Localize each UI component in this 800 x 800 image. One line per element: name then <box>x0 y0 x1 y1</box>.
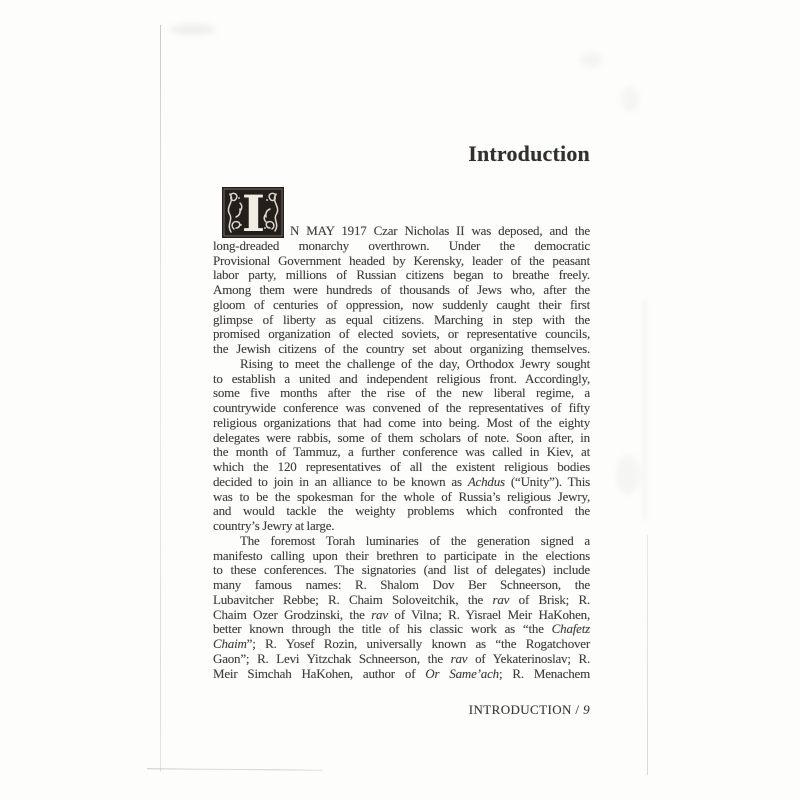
drop-cap-letter: I <box>241 187 266 238</box>
text-line: glimpse of liberty as equal citizens. Marching in step with the <box>213 311 590 327</box>
text-line: better known through the title of his classic work as “the Chafetz <box>213 621 590 637</box>
running-footer <box>213 702 590 718</box>
text-line: promised organization of elected soviets, or representative councils, <box>213 326 590 342</box>
page-title: Introduction <box>468 141 590 166</box>
text-line: many famous names: R. Shalom Dov Ber Schneerson, the <box>213 577 590 592</box>
text-line: to establish a united and independent religious front. Accordingly, <box>213 370 590 386</box>
text-line: religious organizations that had come into being. Most of the eighty <box>213 414 590 430</box>
text-line: Rising to meet the challenge of the day, Orthodox Jewry sought <box>240 355 590 371</box>
scan-smudge <box>170 24 216 35</box>
text-line: long-dreaded monarchy overthrown. Under the democratic <box>213 237 590 253</box>
body-text <box>213 224 590 681</box>
text-line: which the 120 representatives of all the existent religious bodies <box>213 459 590 474</box>
text-line: delegates were rabbis, some of them scholars of note. Soon after, in <box>213 429 590 445</box>
text-line: some five months after the rise of the new liberal regime, a <box>213 385 590 401</box>
scan-smudge <box>580 52 602 68</box>
scan-edge-right-smudge <box>643 300 646 520</box>
text-line: labor party, millions of Russian citizens began to breathe freely. <box>213 267 590 283</box>
text-line: to these conferences. The signatories (and list of delegates) include <box>213 562 590 578</box>
text-line: the month of Tammuz, a further conference was called in Kiev, at <box>213 444 590 460</box>
text-line: decided to join in an alliance to be known as Achdus (“Unity”). This <box>213 473 590 489</box>
footer-page-number: 9 <box>583 702 590 717</box>
scan-edge-bottom-line <box>147 768 323 771</box>
text-line: The foremost Torah luminaries of the generation signed a <box>240 532 590 548</box>
text-line: Gaon”; R. Levi Yitzchak Schneerson, the rav of Yekaterinoslav; R. <box>213 650 591 666</box>
text-line: Meir Simchah HaKohen, author of Or Same’ach; R. Menachem <box>213 665 590 681</box>
text-line: gloom of centuries of oppression, now suddenly caught their first <box>213 296 590 312</box>
text-line: the Jewish citizens of the country set about organizing themselves. <box>213 341 590 356</box>
scan-smudge <box>621 86 639 112</box>
text-line: manifesto calling upon their brethren to participate in the elections <box>213 547 590 563</box>
text-line: Chaim”; R. Yosef Rozin, universally known as “the Rogatchover <box>213 636 590 651</box>
scan-smudge <box>616 455 640 495</box>
text-line: Lubavitcher Rebbe; R. Chaim Soloveitchik, the rav of Brisk; R. <box>213 591 591 607</box>
text-line: was to be the spokesman for the whole of Russia’s religious Jewry, <box>213 488 590 504</box>
text-line: country’s Jewry at large. <box>213 518 335 533</box>
text-line: Provisional Government headed by Kerensky, leader of the peasant <box>213 252 590 268</box>
text-line: countrywide conference was convened of the representatives of fifty <box>213 400 590 415</box>
text-line: Chaim Ozer Grodzinski, the rav of Vilna; R. Yisrael Meir HaKohen, <box>213 606 590 622</box>
scan-edge-right-line <box>647 535 648 775</box>
scan-edge-left-line <box>160 25 161 772</box>
text-line: N MAY 1917 Czar Nicholas II was deposed, and the <box>290 223 590 238</box>
footer-label: INTRODUCTION / <box>468 702 584 717</box>
text-line: Among them were hundreds of thousands of Jews who, after the <box>213 282 590 297</box>
text-line: and would tackle the weighty problems which confronted the <box>213 503 590 519</box>
